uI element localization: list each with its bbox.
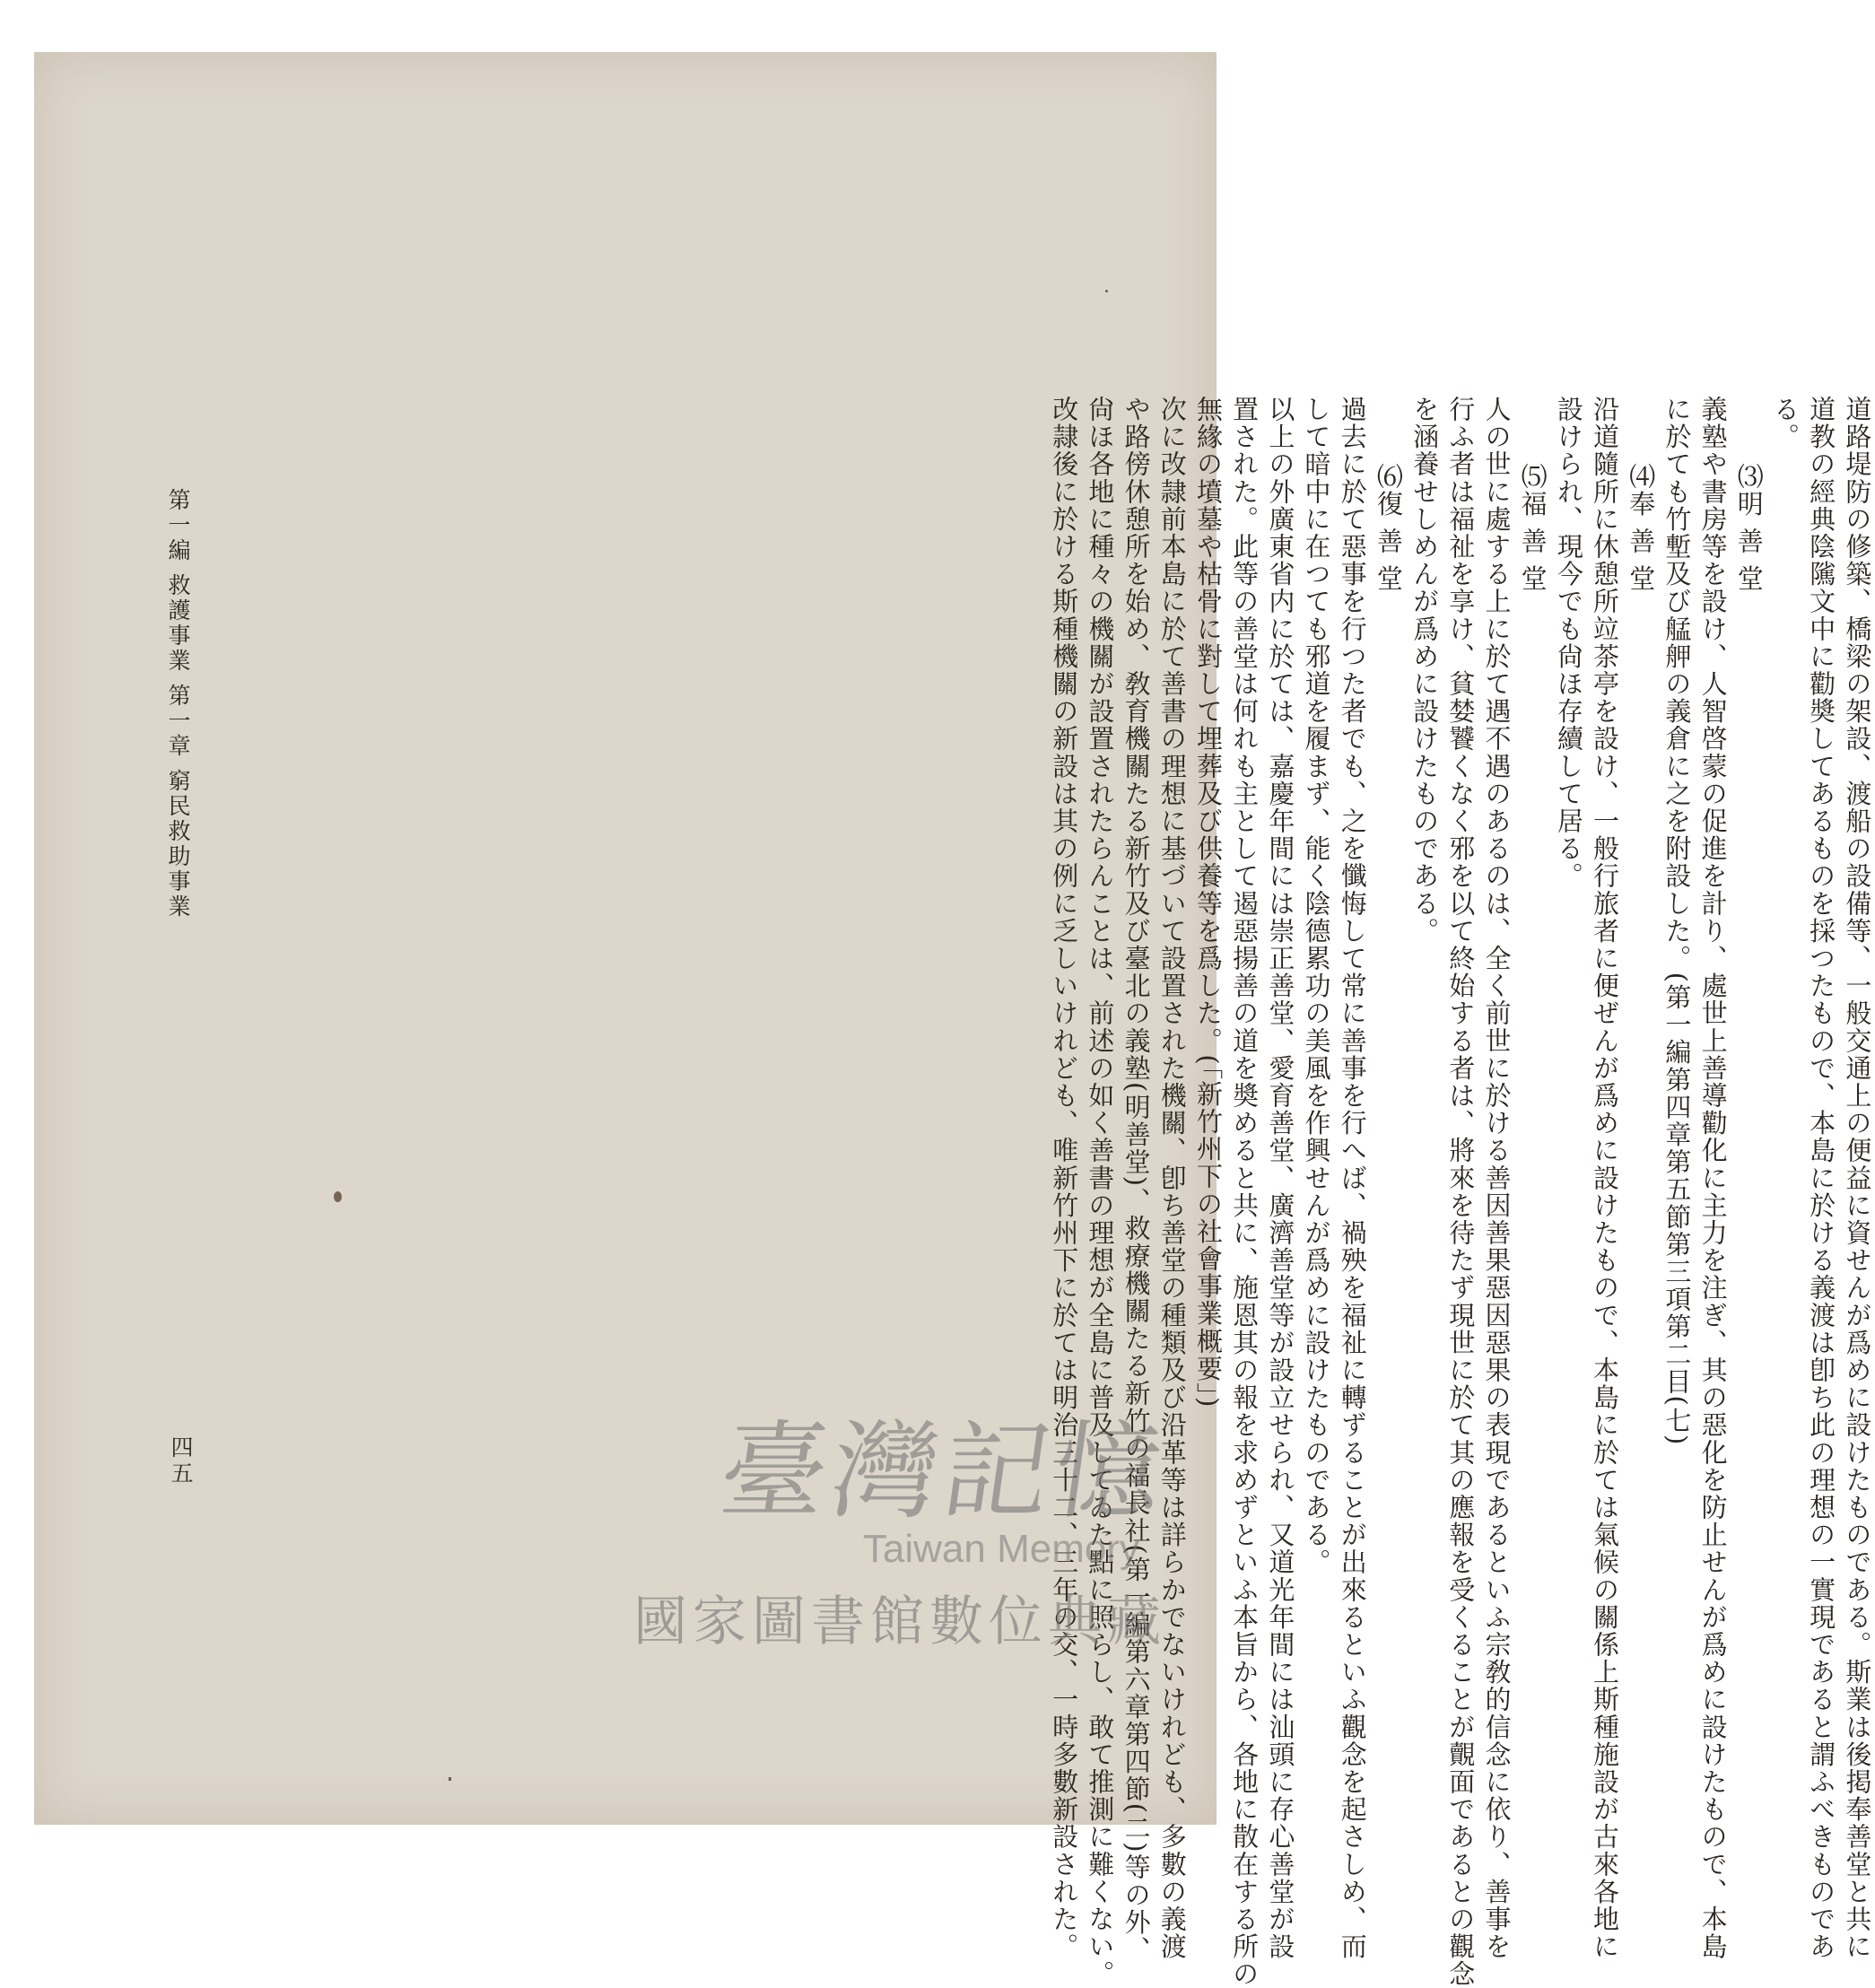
text-column: 道路堤防の修築、橋梁の架設、渡船の設備等、一般交通上の便益に資せんが爲めに設けたものである。斯業は後掲奉善堂と共に (1842, 396, 1873, 1961)
running-footer: 第一編 救護事業 第一章 窮民救助事業 (165, 488, 191, 920)
text-column: 以上の外廣東省内に於ては、嘉慶年間には崇正善堂、愛育善堂、廣濟善堂等が設立せられ、又道光年間には汕頭に存心善堂が設 (1265, 396, 1296, 1961)
text-column: 行ふ者は福祉を享け、貧婪饕くなく邪を以て終始する者は、將來を待たず現世に於て其の應報を受くることが覿面であるとの觀念 (1445, 396, 1477, 1988)
paper-speck (1105, 290, 1108, 292)
text-column: に於ても竹塹及び艋舺の義倉に之を附設した。(第一編第四章第五節第三項第二目(七) (1661, 396, 1693, 1446)
text-column: 設けられ、現今でも尙ほ存續して居る。 (1553, 396, 1584, 890)
text-column: を涵養せしめんが爲めに設けたものである。 (1409, 396, 1441, 945)
text-column: 無緣の墳墓や枯骨に對して埋葬及び供養等を爲した。(「新竹州下の社會事業概要」) (1192, 396, 1224, 1409)
watermark-logo: 臺灣記憶 (712, 1409, 1175, 1533)
text-column: や路傍休憩所を始め、敎育機關たる新竹及び臺北の義塾(明善堂)、救療機關たる新竹の福長社(第一編第六章第四節(二)等の外、 (1121, 396, 1152, 1964)
scanned-page (34, 52, 1873, 1988)
text-column: 道教の經典陰隲文中に勸奬してあるものを採つたもので、本島に於ける義渡は卽ち此の理想の一實現であると謂ふべきものであ (1806, 396, 1837, 1961)
text-column: 人の世に處する上に於て遇不遇のあるのは、全く前世に於ける善因善果惡因惡果の表現であるといふ宗敎的信念に依り、善事を (1481, 396, 1513, 1961)
text-column: 義塾や書房等を設け、人智啓蒙の促進を計り、處世上善導勸化に主力を注ぎ、其の惡化を防止せんが爲めに設けたもので、本島 (1697, 396, 1729, 1961)
text-column: 改隷後に於ける斯種機關の新設は其の例に乏しいけれども、唯新竹州下に於ては明治三十二、三年の交、一時多數新設された。 (1049, 396, 1080, 1961)
section-heading: ⑸福 善 堂 (1517, 463, 1548, 593)
paper-speck (334, 1191, 342, 1202)
paper-speck (449, 1777, 451, 1781)
watermark-english: Taiwan Memory (862, 1527, 1139, 1571)
body-text (1046, 396, 1875, 1988)
page-number: 四五 (168, 1435, 194, 1487)
section-heading: ⑷奉 善 堂 (1626, 463, 1657, 593)
section-heading: ⑶明 善 堂 (1733, 463, 1765, 593)
text-column: 沿道隨所に休憩所竝茶亭を設け、一般行旅者に便ぜんが爲めに設けたもので、本島に於ては氣候の關係上斯種施設が古來各地に (1590, 396, 1620, 1961)
text-column: 尙ほ各地に種々の機關が設置されたらんことは、前述の如く善書の理想が全島に普及してゐた點に照らし、敢て推測に難くない。 (1085, 396, 1116, 1988)
text-column: 置された。此等の善堂は何れも主として遏惡揚善の道を奬めると共に、施恩其の報を求めずといふ本旨から、各地に散在する所の (1229, 396, 1260, 1988)
watermark-institution: 國家圖書館數位典藏 (633, 1591, 1166, 1653)
text-column: 過去に於て惡事を行つた者でも、之を懺悔して常に善事を行へば、禍殃を福祉に轉ずることが出來るといふ觀念を起さしめ、而 (1337, 396, 1368, 1961)
text-column: る。 (1769, 396, 1801, 451)
text-column: 次に改隷前本島に於て善書の理想に基づいて設置された機關、卽ち善堂の種類及び沿革等は詳らかでないけれども、多數の義渡 (1156, 396, 1188, 1961)
section-heading: ⑹復 善 堂 (1373, 463, 1404, 593)
text-column: して暗中に在つても邪道を履まず、能く陰德累功の美風を作興せんが爲めに設けたものである。 (1301, 396, 1332, 1576)
